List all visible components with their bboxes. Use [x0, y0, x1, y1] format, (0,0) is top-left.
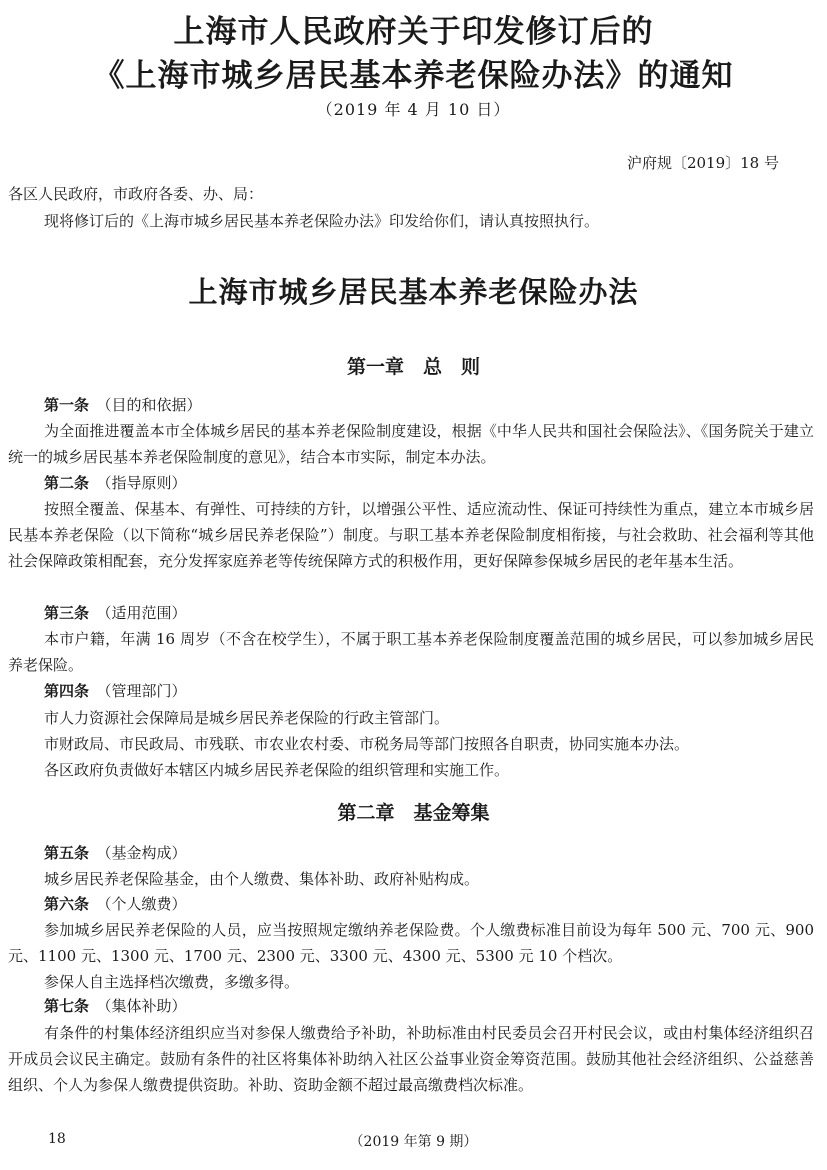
article-3-topic: （适用范围）: [104, 604, 187, 622]
article-4-heading: [44, 680, 187, 701]
notice-recipients: 各区人民政府，市政府各委、办、局：: [8, 185, 264, 203]
article-4-paragraph-3: 各区政府负责做好本辖区内城乡居民养老保险的组织管理和实施工作。: [44, 761, 510, 779]
article-5-topic: （基金构成）: [104, 844, 187, 862]
article-4-topic: （管理部门）: [104, 682, 187, 700]
law-title: 上海市城乡居民基本养老保险办法: [188, 275, 639, 309]
article-6-label: 第六条: [44, 895, 90, 913]
article-3-label: 第三条: [44, 604, 90, 622]
article-6-topic: （个人缴费）: [104, 895, 187, 913]
notice-title-line2: 《上海市城乡居民基本养老保险办法》的通知: [93, 58, 734, 94]
article-5-paragraph: 城乡居民养老保险基金，由个人缴费、集体补助、政府补贴构成。: [44, 870, 480, 888]
article-1-paragraph: 为全面推进覆盖本市全体城乡居民的基本养老保险制度建设，根据《中华人民共和国社会保险法》、《国务院关于建立统一的城乡居民基本养老保险制度的意见》，结合本市实际，制定本办法。: [8, 422, 814, 466]
article-6-paragraph-2: 参保人自主选择档次缴费，多缴多得。: [44, 973, 300, 991]
article-7-label: 第七条: [44, 997, 90, 1015]
article-1-label: 第一条: [44, 396, 90, 414]
notice-title-line1: 上海市人民政府关于印发修订后的: [173, 14, 654, 50]
notice-body: 现将修订后的《上海市城乡居民基本养老保险办法》印发给你们，请认真按照执行。: [44, 212, 600, 230]
article-6-heading: [44, 893, 187, 914]
article-7-heading: [44, 995, 187, 1016]
article-4-paragraph-2: 市财政局、市民政局、市残联、市农业农村委、市税务局等部门按照各自职责，协同实施本办法。: [44, 735, 690, 753]
article-5-heading: [44, 842, 187, 863]
article-5-label: 第五条: [44, 844, 90, 862]
article-6-paragraph-1: 参加城乡居民养老保险的人员，应当按照规定缴纳养老保险费。个人缴费标准目前设为每年 500 元、700 元、900 元、1100 元、1300 元、1700 元、2300 元、3300 元、4300 元、5300 元 10 个档次。: [8, 921, 814, 965]
article-2-label: 第二条: [44, 474, 90, 492]
article-3-paragraph: 本市户籍，年满 16 周岁（不含在校学生），不属于职工基本养老保险制度覆盖范围的城乡居民，可以参加城乡居民养老保险。: [8, 630, 814, 674]
article-7-topic: （集体补助）: [104, 997, 187, 1015]
article-7-paragraph: 有条件的村集体经济组织应当对参保人缴费给予补助，补助标准由村民委员会召开村民会议，或由村集体经济组织召开成员会议民主确定。鼓励有条件的社区将集体补助纳入社区公益事业资金筹资范围。鼓励其他社会经济组织、公益慈善组织、个人为参保人缴费提供资助。补助、资助金额不超过最高缴费档次标准。: [8, 1024, 814, 1094]
page-number: 18: [48, 1131, 66, 1147]
article-2-paragraph: 按照全覆盖、保基本、有弹性、可持续的方针，以增强公平性、适应流动性、保证可持续性为重点，建立本市城乡居民基本养老保险（以下简称“城乡居民养老保险”）制度。与职工基本养老保险制度相衔接，与社会救助、社会福利等其他社会保障政策相配套，充分发挥家庭养老等传统保障方式的积极作用，更好保障参保城乡居民的老年基本生活。: [8, 500, 814, 570]
article-1-topic: （目的和依据）: [104, 396, 202, 414]
article-4-paragraph-1: 市人力资源社会保障局是城乡居民养老保险的行政主管部门。: [44, 709, 450, 727]
article-3-heading: [44, 602, 187, 623]
document-number: 沪府规〔2019〕18 号: [626, 154, 779, 172]
notice-date: （2019 年 4 月 10 日）: [316, 100, 511, 119]
article-4-label: 第四条: [44, 682, 90, 700]
chapter-2-title: 第二章 基金筹集: [337, 802, 490, 824]
issue-label: （2019 年第 9 期）: [349, 1134, 478, 1150]
article-1-heading: [44, 394, 202, 415]
article-2-heading: [44, 472, 187, 493]
chapter-1-title: 第一章 总 则: [346, 356, 480, 378]
article-2-topic: （指导原则）: [104, 474, 187, 492]
